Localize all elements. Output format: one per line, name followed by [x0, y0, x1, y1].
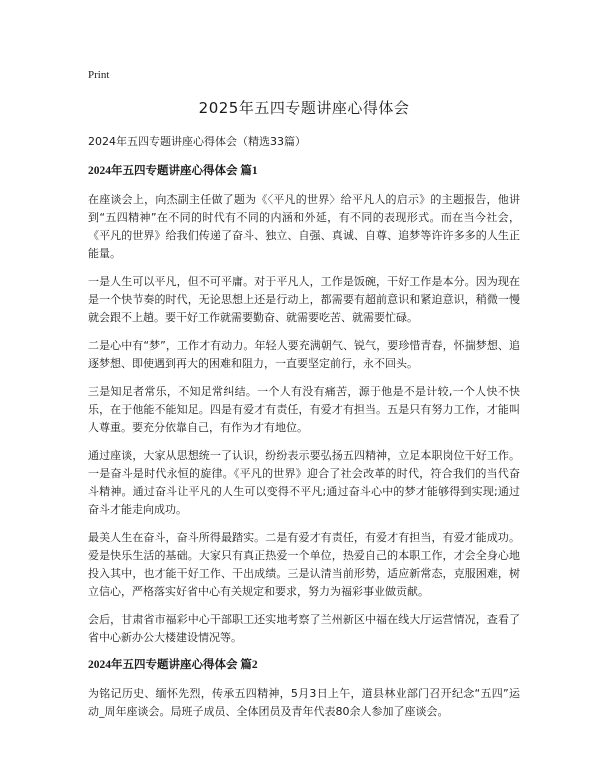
paragraph: 在座谈会上，向杰副主任做了题为《〈平凡的世界〉给平凡人的启示》的主题报告，他讲到“五四精神”在不同的时代有不同的内涵和外延，有不同的表现形式。而在当今社会，《平凡的世界》给我们传递了奋斗、独立、自强、真诚、自尊、追梦等许许多多的人生正能量。	[88, 193, 520, 260]
section-heading: 2024年五四专题讲座心得体会 篇1	[88, 165, 258, 177]
section-1	[88, 163, 520, 647]
paragraph: 为铭记历史、缅怀先烈，传承五四精神，5月3日上午，道县林业部门召开纪念“五四”运动_周年座谈会。局班子成员、全体团员及青年代表80余人参加了座谈会。	[88, 687, 520, 718]
page-title: 2025年五四专题讲座心得体会	[198, 99, 410, 117]
paragraph: 通过座谈，大家从思想统一了认识，纷纷表示要弘扬五四精神，立足本职岗位干好工作。一是奋斗是时代永恒的旋律。《平凡的世界》迎合了社会改革的时代，符合我们的当代奋斗精神。通过奋斗让平凡的人生可以变得不平凡;通过奋斗心中的梦才能够得到实现;通过奋斗才能走向成功。	[88, 449, 520, 516]
document-page	[88, 68, 520, 731]
paragraph: 二是心中有“梦”，工作才有动力。年轻人要充满朝气、锐气，要珍惜青春，怀揣梦想、追逐梦想、即使遇到再大的困难和阻力，一直要坚定前行，永不回头。	[88, 339, 520, 370]
paragraph: 三是知足者常乐，不知足常纠结。一个人有没有痛苦，源于他是不是计较,一个人快不快乐，在于他能不能知足。四是有爱才有责任，有爱才有担当。五是只有努力工作，才能叫人尊重。要充分依靠自己，有作为才有地位。	[88, 385, 520, 434]
document-subtitle: 2024年五四专题讲座心得体会（精选33篇）	[88, 135, 306, 148]
section-2	[88, 657, 520, 721]
paragraph: 最美人生在奋斗，奋斗所得最踏实。二是有爱才有责任，有爱才有担当，有爱才能成功。爱是快乐生活的基础。大家只有真正热爱一个单位，热爱自己的本职工作，才会全身心地投入其中，也才能干好工作、干出成绩。三是认清当前形势，适应新常态，克服困难，树立信心，严格落实好省中心有关规定和要求，努力为福彩事业做贡献。	[88, 531, 520, 598]
paragraph: 会后，甘肃省市福彩中心干部职工还实地考察了兰州新区中福在线大厅运营情况，查看了省中心新办公大楼建设情况等。	[88, 613, 520, 644]
paragraph: 一是人生可以平凡，但不可平庸。对于平凡人，工作是饭碗，干好工作是本分。因为现在是一个快节奏的时代，无论思想上还是行动上，都需要有超前意识和紧迫意识，稍微一慢就会跟不上趟。要干好工作就需要勤奋、就需要吃苦、就需要忙碌。	[88, 275, 520, 324]
print-link[interactable]: Print	[88, 69, 110, 81]
section-heading: 2024年五四专题讲座心得体会 篇2	[88, 659, 258, 671]
